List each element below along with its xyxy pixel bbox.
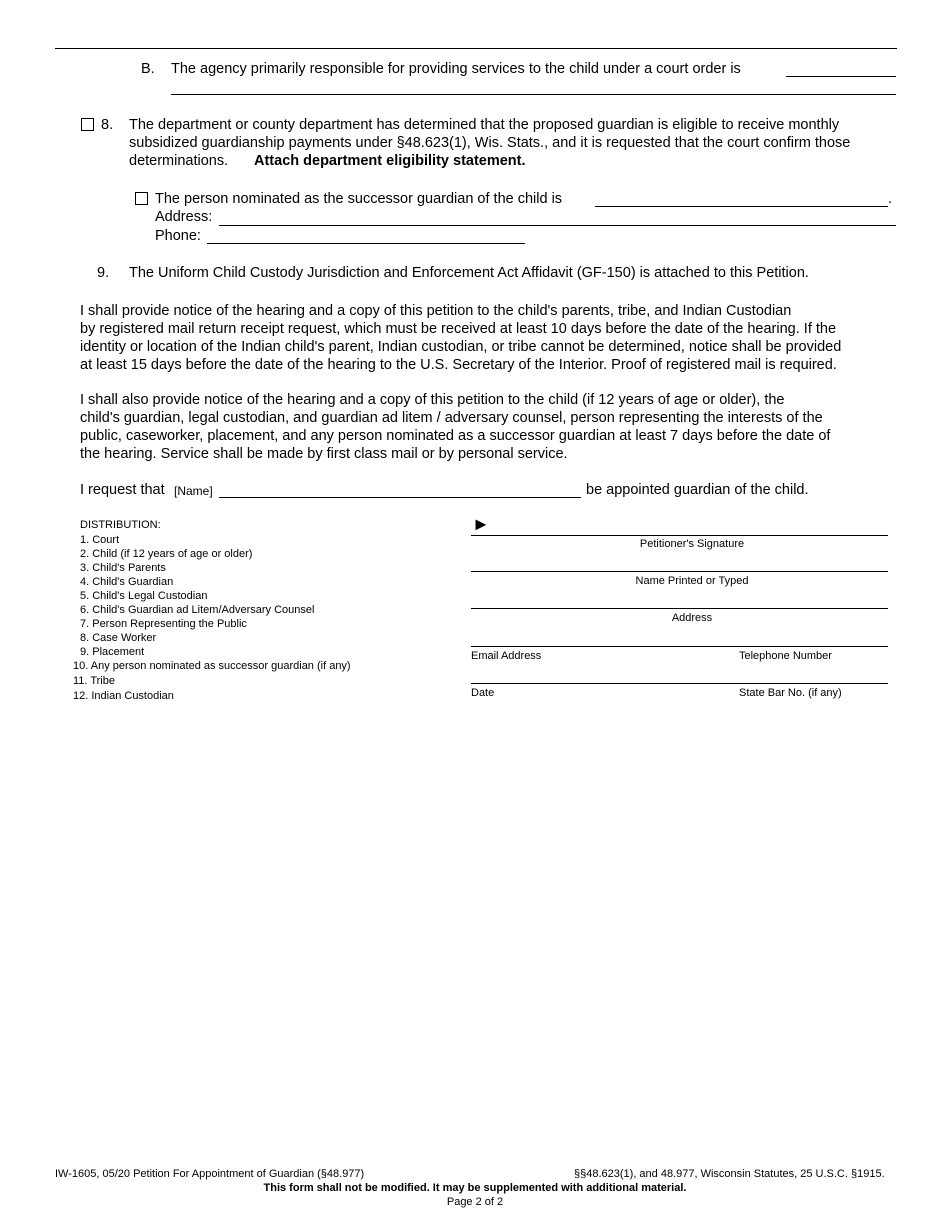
notice2-line: I shall also provide notice of the hearing and a copy of this petition to the child (if 12 years of age or older), the	[80, 392, 785, 408]
name-printed-label: Name Printed or Typed	[635, 575, 749, 587]
notice2-line: child's guardian, legal custodian, and guardian ad litem / adversary counsel, person representing the interests of the	[80, 410, 823, 426]
footer-page: Page 2 of 2	[446, 1196, 504, 1208]
successor-address-field[interactable]	[219, 225, 896, 226]
request-suffix: be appointed guardian of the child.	[586, 482, 809, 498]
request-name-hint: [Name]	[174, 484, 213, 498]
section-b-text: The agency primarily responsible for providing services to the child under a court order is	[171, 61, 741, 77]
address-label: Address	[671, 612, 713, 624]
guardian-name-field[interactable]	[219, 497, 581, 498]
distribution-item: 11. Tribe	[73, 675, 115, 687]
successor-period: .	[888, 191, 893, 207]
notice1-line: at least 15 days before the date of the hearing to the U.S. Secretary of the Interior. Proof of registered mail is required.	[80, 357, 837, 373]
name-printed-field[interactable]	[471, 571, 888, 572]
notice2-line: public, caseworker, placement, and any person nominated as a successor guardian at least 7 days before the date of	[80, 428, 831, 444]
distribution-item: 10. Any person nominated as successor guardian (if any)	[73, 660, 351, 672]
successor-phone-field[interactable]	[207, 243, 525, 244]
address-field[interactable]	[471, 608, 888, 609]
petitioner-signature-field[interactable]	[471, 535, 888, 536]
distribution-item: 1. Court	[80, 534, 120, 546]
top-rule	[55, 48, 897, 49]
successor-name-field[interactable]	[595, 206, 888, 207]
state-bar-label: State Bar No. (if any)	[739, 687, 842, 699]
item8-number: 8.	[101, 117, 114, 133]
item8-line1: The department or county department has determined that the proposed guardian is eligible to receive monthly	[129, 117, 840, 133]
distribution-item: 2. Child (if 12 years of age or older)	[80, 548, 253, 560]
distribution-item: 4. Child's Guardian	[80, 576, 174, 588]
phone-label: Phone:	[155, 228, 201, 244]
request-prefix: I request that	[80, 482, 165, 498]
distribution-item: 6. Child's Guardian ad Litem/Adversary Counsel	[80, 604, 315, 616]
item8-line2: subsidized guardianship payments under §48.623(1), Wis. Stats., and it is requested that the court confirm those	[129, 135, 851, 151]
notice-paragraph-1	[80, 302, 910, 374]
successor-text: The person nominated as the successor guardian of the child is	[155, 191, 563, 207]
distribution-item: 7. Person Representing the Public	[80, 618, 247, 630]
item9-text: The Uniform Child Custody Jurisdiction and Enforcement Act Affidavit (GF-150) is attached to this Petition.	[129, 265, 809, 281]
item8-line3: determinations.	[129, 153, 229, 169]
address-label: Address:	[155, 209, 213, 225]
footer-form-id: IW-1605, 05/20 Petition For Appointment of Guardian (§48.977)	[55, 1168, 365, 1180]
signature-arrow-icon: ►	[472, 514, 490, 534]
agency-field-line2[interactable]	[171, 94, 896, 95]
item8-attach-statement: Attach department eligibility statement.	[254, 153, 526, 169]
notice2-line: the hearing. Service shall be made by first class mail or by personal service.	[80, 446, 568, 462]
item9-number: 9.	[97, 265, 110, 281]
distribution-item: 3. Child's Parents	[80, 562, 166, 574]
successor-checkbox[interactable]	[135, 192, 148, 205]
notice-paragraph-2	[80, 391, 910, 463]
distribution-item: 9. Placement	[80, 646, 145, 658]
email-telephone-field[interactable]	[471, 646, 888, 647]
distribution-item: 12. Indian Custodian	[73, 690, 174, 702]
petitioner-signature-label: Petitioner's Signature	[639, 538, 745, 550]
telephone-label: Telephone Number	[739, 650, 832, 662]
distribution-item: 8. Case Worker	[80, 632, 157, 644]
date-bar-field[interactable]	[471, 683, 888, 684]
distribution-item: 5. Child's Legal Custodian	[80, 590, 208, 602]
email-label: Email Address	[471, 650, 542, 662]
footer-statutes: §§48.623(1), and 48.977, Wisconsin Statutes, 25 U.S.C. §1915.	[574, 1168, 885, 1180]
notice1-line: identity or location of the Indian child's parent, Indian custodian, or tribe cannot be determined, notice shall be provided	[80, 339, 842, 355]
item8-checkbox[interactable]	[81, 118, 94, 131]
footer-notice: This form shall not be modified. It may be supplemented with additional material.	[263, 1182, 687, 1194]
notice1-line: by registered mail return receipt request, which must be received at least 10 days before the date of the hearing. If the	[80, 321, 837, 337]
date-label: Date	[471, 687, 495, 699]
agency-field-line1[interactable]	[786, 76, 896, 77]
distribution-heading: DISTRIBUTION:	[80, 519, 161, 531]
notice1-line: I shall provide notice of the hearing and a copy of this petition to the child's parents, tribe, and Indian Custodian	[80, 303, 792, 319]
section-b-letter: B.	[141, 61, 155, 77]
